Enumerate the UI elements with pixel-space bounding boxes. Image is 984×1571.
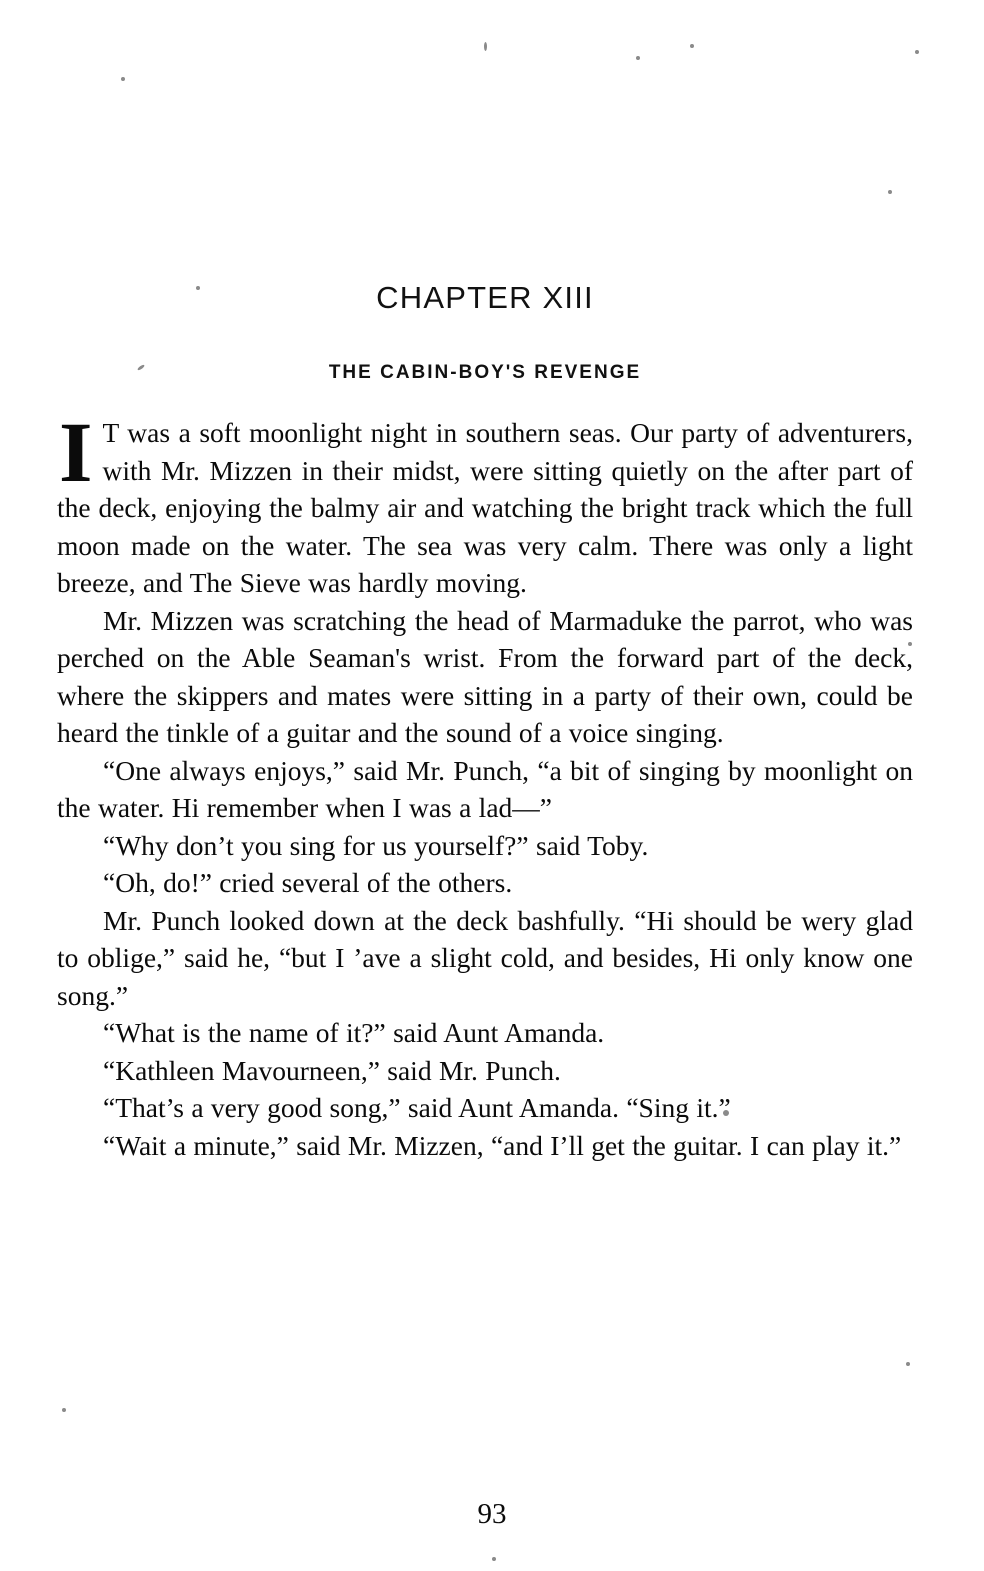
scan-speck [62, 1408, 66, 1412]
scan-speck [484, 42, 487, 51]
paragraph-5: “Oh, do!” cried several of the others. [103, 867, 513, 898]
paragraph-text: T was a soft moonlight night in southern seas. Our party of adventurers, with Mr. Mizzen in their midst, were sitting quietly on the after part of the deck, enjoying the balmy air and watching the bright track which the full moon made on the water. The sea was very calm. There was only a light breeze, and The Sieve was hardly moving. [57, 417, 913, 598]
page-content [57, 280, 913, 1164]
scan-speck [121, 77, 125, 81]
chapter-subtitle: THE CABIN-BOY'S REVENGE [328, 362, 642, 383]
paragraph-8: “Kathleen Mavourneen,” said Mr. Punch. [103, 1054, 561, 1086]
paragraph-6: Mr. Punch looked down at the deck bashfully. “Hi should be wery glad to oblige,” said he, “but I ’ave a slight cold, and besides, Hi only know one song.” [57, 904, 913, 1011]
scan-speck [690, 44, 694, 48]
scan-speck [636, 56, 640, 60]
paragraph-10: “Wait a minute,” said Mr. Mizzen, “and I’ll get the guitar. I can play it.” [103, 1129, 902, 1161]
page-number: 93 [477, 1498, 507, 1530]
drop-cap: I [59, 404, 93, 500]
scan-speck [492, 1557, 496, 1561]
paragraph-2: Mr. Mizzen was scratching the head of Marmaduke the parrot, who was perched on the Able Seaman's wrist. From the forward part of the deck, where the skippers and mates were sitting in a party of their own, could be heard the tinkle of a guitar and the sound of a voice singing. [57, 604, 913, 748]
scan-speck [915, 50, 919, 54]
scan-speck [906, 1362, 910, 1366]
paragraph-9: “That’s a very good song,” said Aunt Amanda. “Sing it.” [103, 1092, 731, 1123]
paragraph-1 [57, 404, 913, 602]
scan-speck [888, 190, 892, 194]
paragraph-3: “One always enjoys,” said Mr. Punch, “a bit of singing by moonlight on the water. Hi remember when I was a lad—” [57, 754, 913, 823]
paragraph-7: “What is the name of it?” said Aunt Amanda. [103, 1017, 605, 1048]
chapter-title: CHAPTER XIII [376, 280, 594, 315]
paragraph-4: “Why don’t you sing for us yourself?” said Toby. [103, 829, 649, 861]
